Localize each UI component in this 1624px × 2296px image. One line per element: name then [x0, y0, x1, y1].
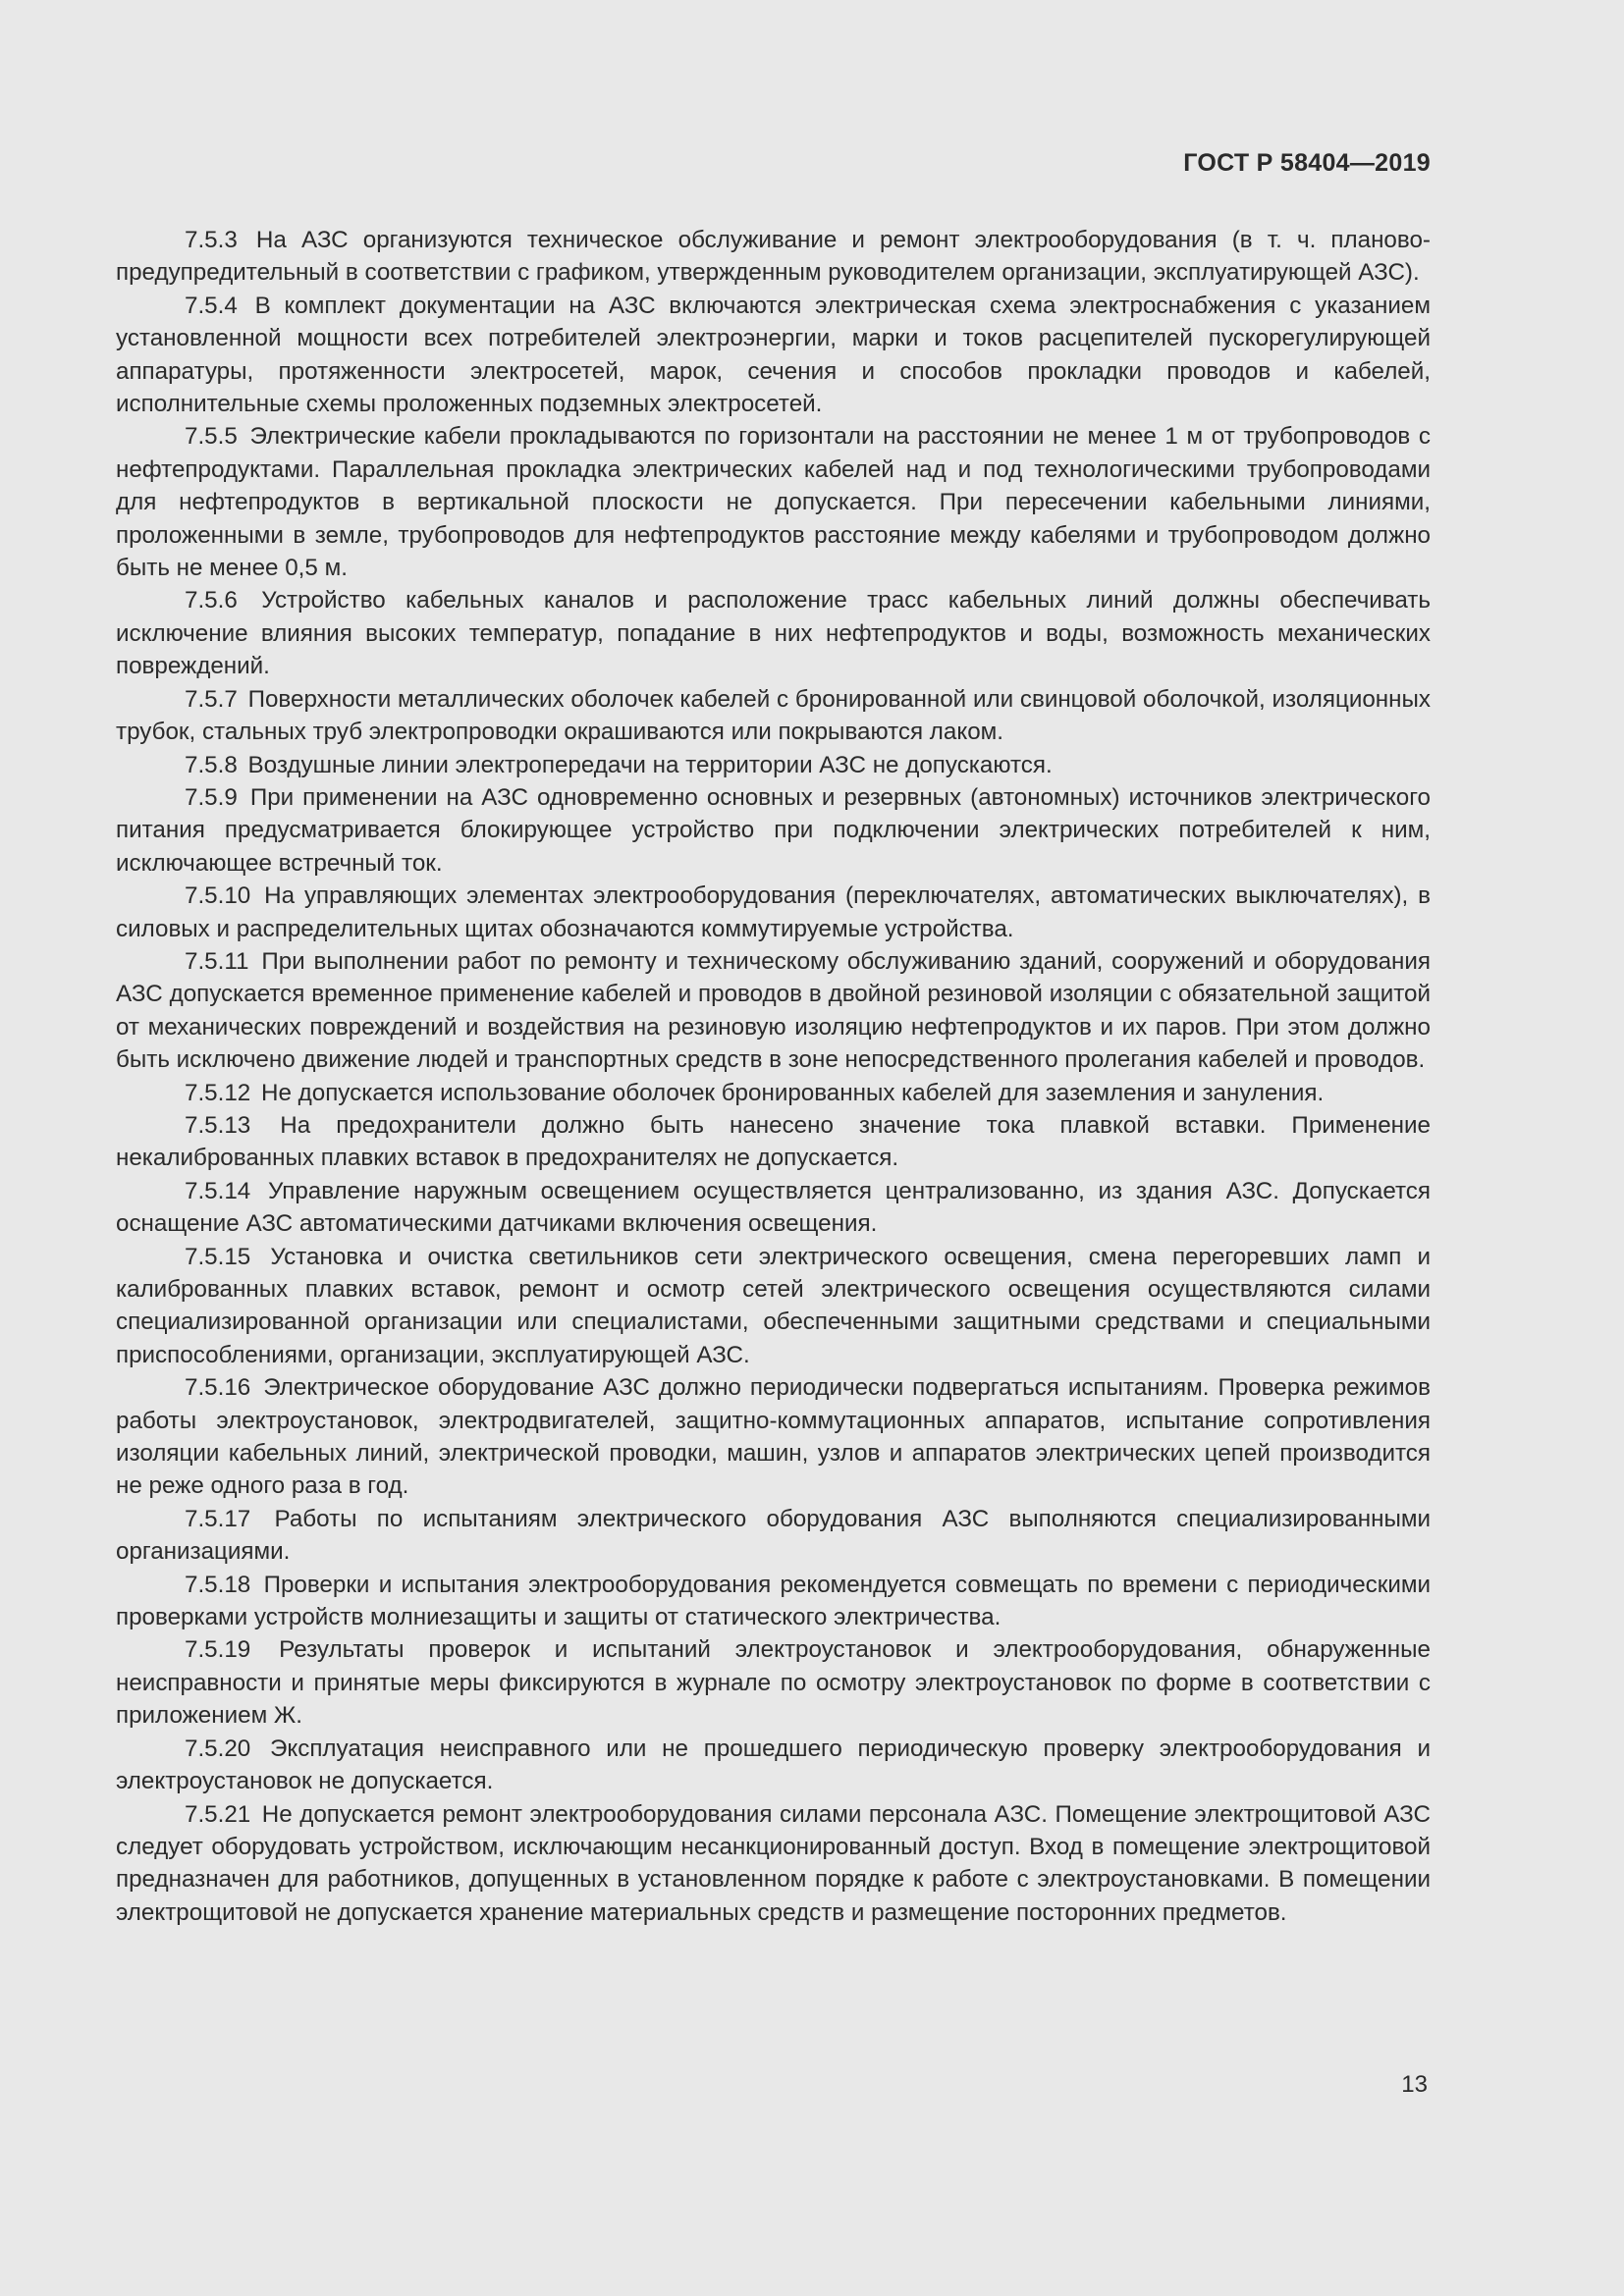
clause-text: Поверхности металлических оболочек кабелей с бронированной или свинцовой оболочкой, изоляционных трубок, стальных труб электропроводки окрашиваются или покрываются лаком.	[116, 685, 1431, 746]
clause-number: 7.5.14	[185, 1177, 251, 1204]
clause-number: 7.5.12	[185, 1079, 251, 1106]
clause-paragraph	[116, 1569, 1431, 1634]
clause-text: Установка и очистка светильников сети электрического освещения, смена перегоревших ламп и калиброванных плавких вставок, ремонт и осмотр сетей электрического освещения осуществляются силами специализированной организации или специалистами, обеспеченными защитными средствами и специальными приспособлениями, организации, эксплуатирующей АЗС.	[116, 1243, 1431, 1368]
clause-text: Результаты проверок и испытаний электроустановок и электрооборудования, обнаруженные неисправности и принятые меры фиксируются в журнале по осмотру электроустановок по форме в соответствии с приложением Ж.	[116, 1636, 1431, 1730]
clause-paragraph	[116, 1241, 1431, 1372]
clause-paragraph	[116, 1109, 1431, 1175]
clause-text: В комплект документации на АЗС включаются электрическая схема электроснабжения с указанием установленной мощности всех потребителей электроэнергии, марки и токов расцепителей пускорегулирующей аппаратуры, протяженности электросетей, марок, сечения и способов прокладки проводов и кабелей, исполнительные схемы проложенных подземных электросетей.	[116, 292, 1431, 418]
clause-paragraph	[116, 880, 1431, 945]
clause-paragraph	[116, 1633, 1431, 1732]
clause-number: 7.5.6	[185, 587, 238, 614]
clause-number: 7.5.19	[185, 1636, 251, 1664]
clause-number: 7.5.4	[185, 292, 238, 319]
clause-number: 7.5.15	[185, 1243, 251, 1270]
document-body	[116, 224, 1431, 1929]
clause-text: На управляющих элементах электрооборудования (переключателях, автоматических выключателях), в силовых и распределительных щитах обозначаются коммутируемые устройства.	[116, 882, 1431, 942]
clause-number: 7.5.20	[185, 1735, 251, 1762]
clause-number: 7.5.5	[185, 423, 238, 451]
clause-number: 7.5.3	[185, 227, 238, 253]
clause-number: 7.5.18	[185, 1571, 251, 1598]
clause-text: Работы по испытаниям электрического оборудования АЗС выполняются специализированными организациями.	[116, 1505, 1431, 1566]
clause-paragraph	[116, 290, 1431, 421]
clause-number: 7.5.13	[185, 1111, 251, 1139]
clause-paragraph	[116, 1077, 1431, 1109]
clause-number: 7.5.21	[185, 1800, 251, 1828]
clause-text: Электрическое оборудование АЗС должно периодически подвергаться испытаниям. Проверка режимов работы электроустановок, электродвигателей, защитно-коммутационных аппаратов, испытание сопротивления изоляции кабельных линий, электрической проводки, машин, узлов и аппаратов электрических цепей производится не реже одного раза в год.	[116, 1374, 1431, 1500]
clause-text: Не допускается ремонт электрооборудования силами персонала АЗС. Помещение электрощитовой АЗС следует оборудовать устройством, исключающим несанкционированный доступ. Вход в помещение электрощитовой предназначен для работников, допущенных в установленном порядке к работе с электроустановками. В помещении электрощитовой не допускается хранение материальных средств и размещение посторонних предметов.	[116, 1800, 1431, 1926]
clause-number: 7.5.7	[185, 685, 238, 713]
clause-paragraph	[116, 1503, 1431, 1569]
clause-text: При применении на АЗС одновременно основных и резервных (автономных) источников электрического питания предусматривается блокирующее устройство при подключении электрических потребителей к ним, исключающее встречный ток.	[116, 783, 1431, 877]
clause-number: 7.5.8	[185, 751, 238, 778]
clause-paragraph	[116, 1371, 1431, 1503]
clause-text: При выполнении работ по ремонту и техническому обслуживанию зданий, сооружений и оборудования АЗС допускается временное применение кабелей и проводов в двойной резиновой изоляции с обязательной защитой от механических повреждений и воздействия на резиновую изоляцию нефтепродуктов и их паров. При этом должно быть исключено движение людей и транспортных средств в зоне непосредственного пролегания кабелей и проводов.	[116, 947, 1431, 1074]
clause-number: 7.5.17	[185, 1505, 251, 1532]
clause-paragraph	[116, 1175, 1431, 1241]
clause-text: Воздушные линии электропередачи на территории АЗС не допускаются.	[247, 751, 1053, 778]
document-standard-header: ГОСТ Р 58404—2019	[1183, 149, 1431, 177]
clause-paragraph	[116, 420, 1431, 584]
clause-paragraph	[116, 1798, 1431, 1930]
clause-paragraph	[116, 584, 1431, 682]
clause-text: Управление наружным освещением осуществляется централизованно, из здания АЗС. Допускается оснащение АЗС автоматическими датчиками включения освещения.	[116, 1177, 1431, 1238]
clause-number: 7.5.10	[185, 882, 251, 910]
clause-paragraph	[116, 749, 1431, 781]
clause-number: 7.5.11	[185, 947, 249, 975]
clause-number: 7.5.9	[185, 783, 238, 811]
clause-text: Эксплуатация неисправного или не прошедшего периодическую проверку электрооборудования и электроустановок не допускается.	[116, 1735, 1431, 1795]
clause-paragraph	[116, 945, 1431, 1077]
clause-text: На предохранители должно быть нанесено значение тока плавкой вставки. Применение некалиброванных плавких вставок в предохранителях не допускается.	[116, 1111, 1431, 1172]
clause-paragraph	[116, 683, 1431, 749]
clause-text: Проверки и испытания электрооборудования рекомендуется совмещать по времени с периодическими проверками устройств молниезащиты и защиты от статического электричества.	[116, 1571, 1431, 1631]
clause-paragraph	[116, 781, 1431, 880]
clause-text: Электрические кабели прокладываются по горизонтали на расстоянии не менее 1 м от трубопроводов с нефтепродуктами. Параллельная прокладка электрических кабелей над и под технологическими трубопроводами для нефтепродуктов в вертикальной плоскости не допускается. При пересечении кабельными линиями, проложенными в земле, трубопроводов для нефтепродуктов расстояние между кабелями и трубопроводом должно быть не менее 0,5 м.	[116, 423, 1431, 582]
clause-text: Устройство кабельных каналов и расположение трасс кабельных линий должны обеспечивать исключение влияния высоких температур, попадание в них нефтепродуктов и воды, возможность механических повреждений.	[116, 587, 1431, 680]
clause-paragraph	[116, 1733, 1431, 1798]
clause-paragraph	[116, 224, 1431, 290]
clause-text: Не допускается использование оболочек бронированных кабелей для заземления и зануления.	[260, 1079, 1325, 1106]
clause-text: На АЗС организуются техническое обслуживание и ремонт электрооборудования (в т. ч. планово-предупредительный в соответствии с графиком, утвержденным руководителем организации, эксплуатирующей АЗС).	[116, 227, 1431, 287]
clause-number: 7.5.16	[185, 1374, 251, 1402]
page-number: 13	[1401, 2071, 1428, 2098]
